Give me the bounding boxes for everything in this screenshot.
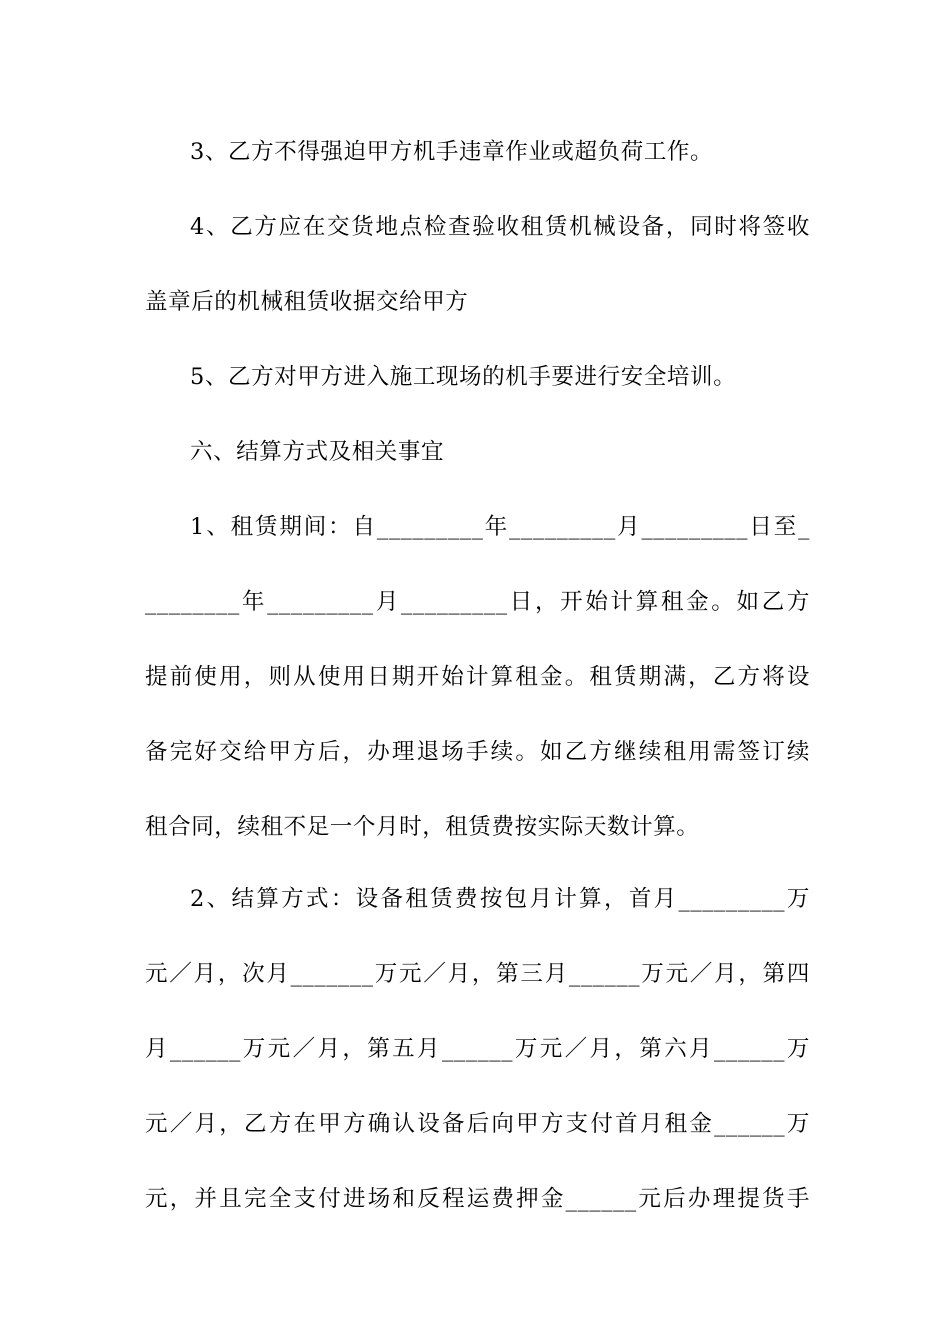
clause-6-1-line-2: ________年_________月_________日，开始计算租金。如乙方 [145,589,810,615]
clause-6-2-line-2: 元／月，次月_______万元／月，第三月______万元／月，第四 [145,961,810,987]
section-6-heading: 六、结算方式及相关事宜 [190,439,445,465]
clause-6-2-line-5: 元，并且完全支付进场和反程运费押金______元后办理提货手 [145,1186,810,1212]
clause-3-line: 3、乙方不得强迫甲方机手违章作业或超负荷工作。 [190,139,714,165]
clause-5-line: 5、乙方对甲方进入施工现场的机手要进行安全培训。 [190,364,737,390]
clause-6-2-line-4: 元／月，乙方在甲方确认设备后向甲方支付首月租金______万 [145,1111,810,1137]
clause-6-1-line-5: 租合同，续租不足一个月时，租赁费按实际天数计算。 [145,814,700,840]
clause-6-1-line-1: 1、租赁期间：自_________年_________月_________日至_ [190,514,810,540]
clause-6-2-line-3: 月______万元／月，第五月______万元／月，第六月______万 [145,1036,810,1062]
clause-6-1-line-3: 提前使用，则从使用日期开始计算租金。租赁期满，乙方将设 [145,664,810,690]
clause-6-1-line-4: 备完好交给甲方后，办理退场手续。如乙方继续租用需签订续 [145,739,810,765]
clause-6-2-line-1: 2、结算方式：设备租赁费按包月计算，首月_________万 [190,886,810,912]
clause-4-line-1: 4、乙方应在交货地点检查验收租赁机械设备，同时将签收 [190,214,810,240]
clause-4-line-2: 盖章后的机械租赁收据交给甲方 [145,289,469,315]
